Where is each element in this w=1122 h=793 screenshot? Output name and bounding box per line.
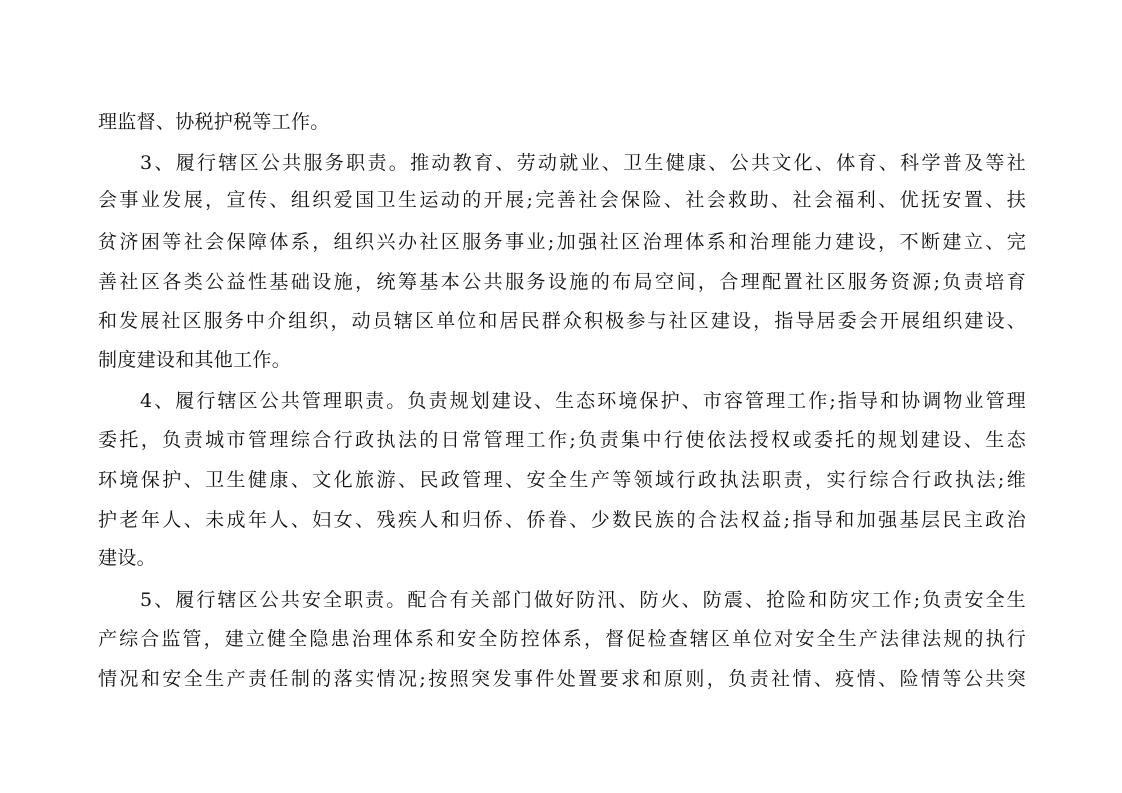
- text-line: 制度建设和其他工作。: [98, 349, 292, 371]
- text-line: 和发展社区服务中介组织，动员辖区单位和居民群众积极参与社区建设，指导居委会开展组织建设、: [98, 310, 1026, 332]
- paragraph-3-start: 3、履行辖区公共服务职责。推动教育、劳动就业、卫生健康、公共文化、体育、科学普及等社: [140, 152, 1026, 174]
- text-line: 产综合监管，建立健全隐患治理体系和安全防控体系，督促检查辖区单位对安全生产法律法规的执行: [98, 628, 1026, 650]
- text-line: 环境保护、卫生健康、文化旅游、民政管理、安全生产等领域行政执法职责，实行综合行政执法;维: [98, 469, 1026, 491]
- text-line: 贫济困等社会保障体系，组织兴办社区服务事业;加强社区治理体系和治理能力建设，不断建立、完: [98, 231, 1026, 253]
- text-line: 会事业发展，宣传、组织爱国卫生运动的开展;完善社会保险、社会救助、社会福利、优抚安置、扶: [98, 189, 1026, 211]
- text-line: 善社区各类公益性基础设施，统筹基本公共服务设施的布局空间，合理配置社区服务资源;负责培育: [98, 271, 1026, 293]
- text-line: 建设。: [98, 547, 156, 569]
- text-line: 委托，负责城市管理综合行政执法的日常管理工作;负责集中行使依法授权或委托的规划建设、生态: [98, 429, 1026, 451]
- text-line: 护老年人、未成年人、妇女、残疾人和归侨、侨眷、少数民族的合法权益;指导和加强基层民主政治: [98, 509, 1026, 531]
- paragraph-5-start: 5、履行辖区公共安全职责。配合有关部门做好防汛、防火、防震、抢险和防灾工作;负责安全生: [140, 589, 1026, 611]
- text-line: 情况和安全生产责任制的落实情况;按照突发事件处置要求和原则，负责社情、疫情、险情等公共突: [98, 668, 1026, 690]
- text-line: 理监督、协税护税等工作。: [98, 111, 330, 133]
- paragraph-4-start: 4、履行辖区公共管理职责。负责规划建设、生态环境保护、市容管理工作;指导和协调物业管理: [140, 390, 1026, 412]
